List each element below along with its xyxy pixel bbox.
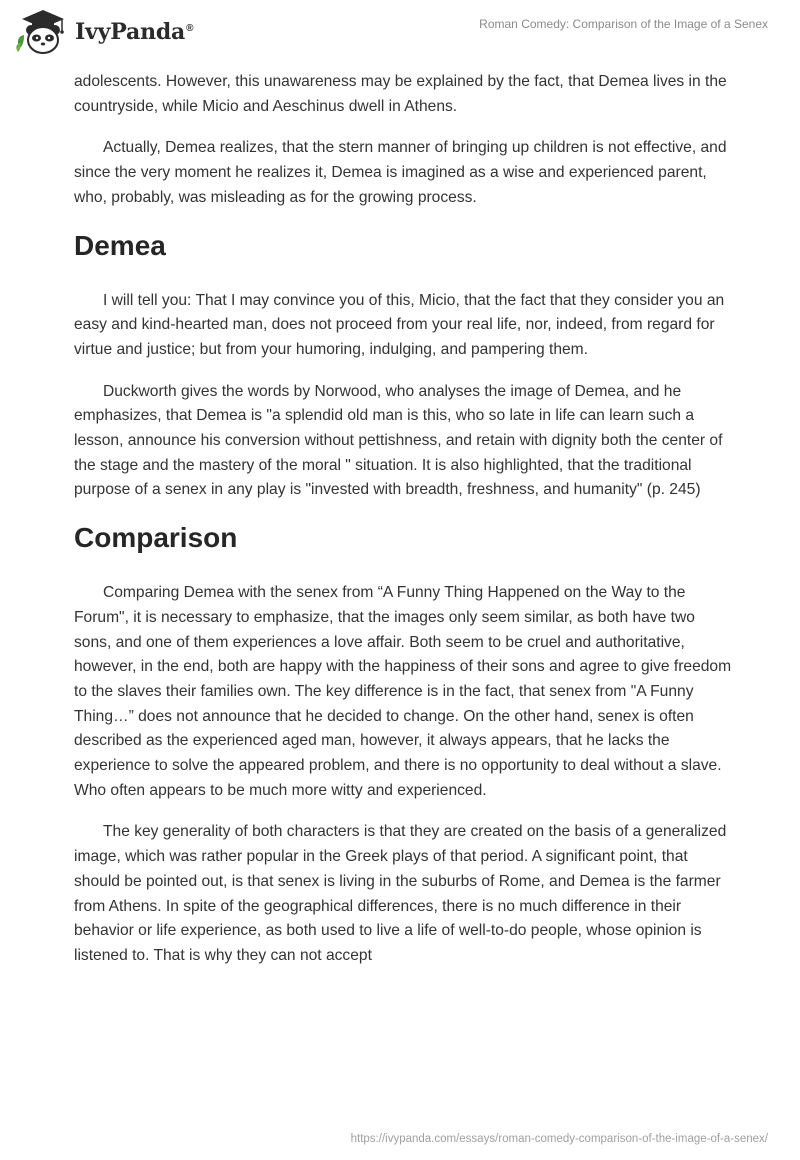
paragraph: The key generality of both characters is that they are created on the basis of a generalized image, which was rather popular in the Greek plays of that period. A significant point, that should be pointed out, is that senex is living in the suburbs of Rome, and Demea is the farmer from Athens. In spite of the geographical differences, there is no much difference in their behavior or life experience, as both used to live a life of well-to-do people, whose opinion is listened to. That is why they can not accept [74,823,727,964]
source-url[interactable]: https://ivypanda.com/essays/roman-comedy-comparison-of-the-image-of-a-senex/ [350,1133,768,1145]
paragraph: Duckworth gives the words by Norwood, who analyses the image of Demea, and he emphasizes, that Demea is "a splendid old man is this, who so late in life can learn such a lesson, announce his conversion without pettishness, and retain with dignity both the center of the stage and the mastery of the moral " situation. It is also highlighted, that the traditional purpose of a senex in any play is "invested with breadth, freshness, and humanity" (p. 245) [74,382,723,499]
quote-paragraph: I will tell you: That I may convince you of this, Micio, that the fact that they consider you an easy and kind-hearted man, does not proceed from your real life, nor, indeed, from regard for virtue and justice; but from your humoring, indulging, and pampering them. [74,291,725,358]
section-heading-demea: Demea [74,229,166,261]
logo-text: IvyPanda® [75,19,194,45]
essay-content [74,70,734,986]
paragraph: Comparing Demea with the senex from “A Funny Thing Happened on the Way to the Forum", it is necessary to emphasize, that the images only seem similar, as both have two sons, and one of them experiences a love affair. Both seem to be cruel and authoritative, however, in the end, both are happy with the happiness of their sons and agree to give freedom to the slaves their families own. The key difference is in the fact, that senex from "A Funny Thing…” does not announce that he decided to change. On the other hand, senex is often described as the experienced aged man, however, it always appears, that he lacks the experience to solve the appeared problem, and there is no opportunity to deal without a slave. Who often appears to be much more witty and experienced. [74,584,732,799]
paragraph: adolescents. However, this unawareness may be explained by the fact, that Demea lives in the countryside, while Micio and Aeschinus dwell in Athens. [74,73,727,115]
paragraph: Actually, Demea realizes, that the stern manner of bringing up children is not effective, and since the very moment he realizes it, Demea is imagined as a wise and experienced parent, who, probably, was misleading as for the growing process. [74,139,727,206]
page-header [0,0,800,60]
ivypanda-logo[interactable] [14,8,193,56]
panda-graduate-logo-icon [14,8,72,56]
document-title: Roman Comedy: Comparison of the Image of a Senex [479,17,768,31]
section-heading-comparison: Comparison [74,522,238,554]
